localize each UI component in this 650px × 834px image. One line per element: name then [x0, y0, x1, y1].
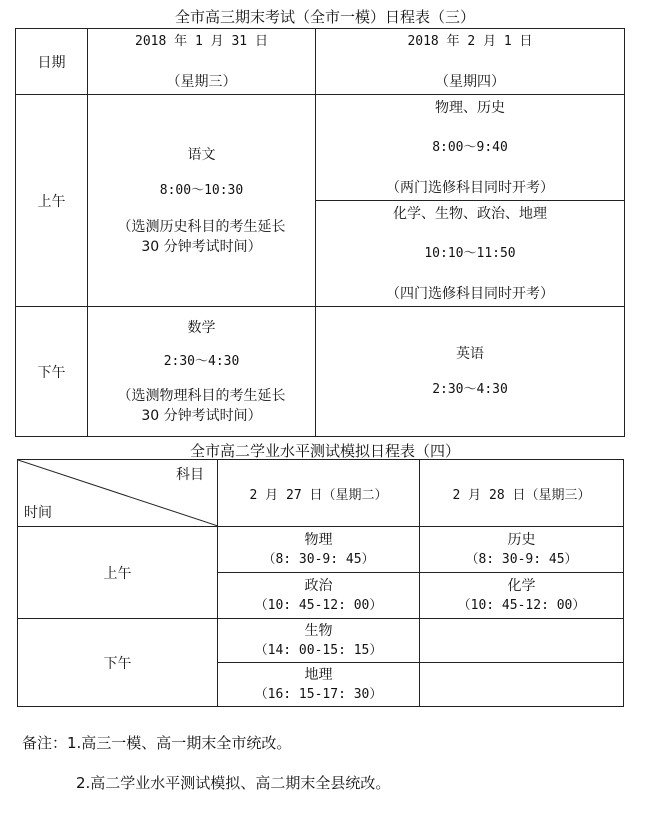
t2-col1-header [218, 460, 420, 527]
t2-am1-c1-subject: 物理 [304, 531, 333, 548]
t2-pm1-c2-cell [420, 619, 624, 663]
pm-col2-cell [316, 307, 625, 437]
am-row-label [16, 95, 88, 307]
t2-am2-c1-subject: 政治 [304, 577, 333, 594]
t2-am1-c2-time: （8: 30-9: 45） [465, 551, 578, 567]
am-col1-subject: 语文 [187, 146, 216, 163]
t2-am-label: 上午 [103, 565, 132, 582]
t2-am-row-label [18, 527, 218, 619]
note-line-1: 备注：1.高三一模、高一期末全市统改。 [22, 734, 292, 752]
date-header-label: 日期 [37, 54, 66, 71]
t2-am2-c2-subject: 化学 [507, 577, 536, 594]
am-col2-a-cell [316, 95, 625, 201]
note-line-2: 2.高二学业水平测试模拟、高二期末全县统改。 [76, 774, 391, 792]
am-col2-a-subject: 物理、历史 [435, 99, 505, 116]
exam-schedule-table-2 [17, 459, 624, 707]
t2-pm1-c1-cell [218, 619, 420, 663]
am-col1-note2: 30 分钟考试时间） [141, 238, 262, 255]
t2-pm2-c1-time: （16: 15-17: 30） [254, 686, 383, 702]
pm-col1-note2: 30 分钟考试时间） [141, 407, 262, 424]
header-time-label: 时间 [24, 505, 52, 521]
header-subject-label: 科目 [176, 467, 204, 483]
t2-am1-c1-time: （8: 30-9: 45） [262, 551, 375, 567]
am-col2-a-note: （两门选修科目同时开考） [386, 179, 554, 196]
date-col2-header [316, 29, 625, 95]
am-col1-note1: （选测历史科目的考生延长 [117, 218, 286, 235]
t2-am2-c1-time: （10: 45-12: 00） [254, 597, 383, 613]
t2-pm2-c1-cell [218, 663, 420, 707]
pm-col2-subject: 英语 [456, 345, 484, 362]
t2-col1-date: 2 月 27 日（星期二） [249, 487, 388, 503]
am-col1-time: 8:00～10:30 [159, 182, 244, 198]
date-col1-weekday: （星期三） [166, 73, 237, 90]
pm-label: 下午 [37, 364, 66, 381]
t2-am1-c2-cell [420, 527, 624, 573]
t2-am2-c2-time: （10: 45-12: 00） [457, 597, 586, 613]
pm-row-label [16, 307, 88, 437]
date-col1-date: 2018 年 1 月 31 日 [135, 33, 268, 49]
t2-am1-c1-cell [218, 527, 420, 573]
table1-title: 全市高三期末考试（全市一模）日程表（三） [174, 8, 475, 26]
date-col2-date: 2018 年 2 月 1 日 [407, 33, 533, 49]
date-col2-weekday: （星期四） [435, 73, 505, 90]
date-col1-header [88, 29, 316, 95]
t2-pm2-c1-subject: 地理 [304, 666, 333, 683]
t2-am1-c2-subject: 历史 [507, 531, 536, 548]
t2-am2-c1-cell [218, 573, 420, 619]
pm-col1-subject: 数学 [187, 319, 216, 336]
am-col2-b-time: 10:10～11:50 [424, 245, 516, 261]
am-label: 上午 [37, 193, 66, 210]
date-header-cell [16, 29, 88, 95]
am-col2-b-note: （四门选修科目同时开考） [386, 285, 554, 302]
exam-schedule-table-1 [15, 28, 625, 437]
pm-col2-time: 2:30～4:30 [432, 381, 508, 397]
diagonal-header-cell [18, 460, 218, 527]
pm-col1-note1: （选测物理科目的考生延长 [117, 387, 286, 404]
t2-pm1-c1-subject: 生物 [304, 622, 333, 639]
am-col2-b-subject: 化学、生物、政治、地理 [393, 205, 547, 222]
t2-col2-date: 2 月 28 日（星期三） [452, 487, 591, 503]
am-col2-a-time: 8:00～9:40 [432, 139, 508, 155]
t2-pm2-c2-cell [420, 663, 624, 707]
t2-col2-header [420, 460, 624, 527]
t2-am2-c2-cell [420, 573, 624, 619]
t2-pm-label: 下午 [103, 655, 132, 672]
am-col2-b-cell [316, 201, 625, 307]
pm-col1-time: 2:30～4:30 [163, 353, 240, 369]
am-col1-cell [88, 95, 316, 307]
pm-col1-cell [88, 307, 316, 437]
t2-pm1-c1-time: （14: 00-15: 15） [254, 642, 383, 658]
table2-title: 全市高二学业水平测试模拟日程表（四） [189, 442, 460, 460]
t2-pm-row-label [18, 619, 218, 707]
